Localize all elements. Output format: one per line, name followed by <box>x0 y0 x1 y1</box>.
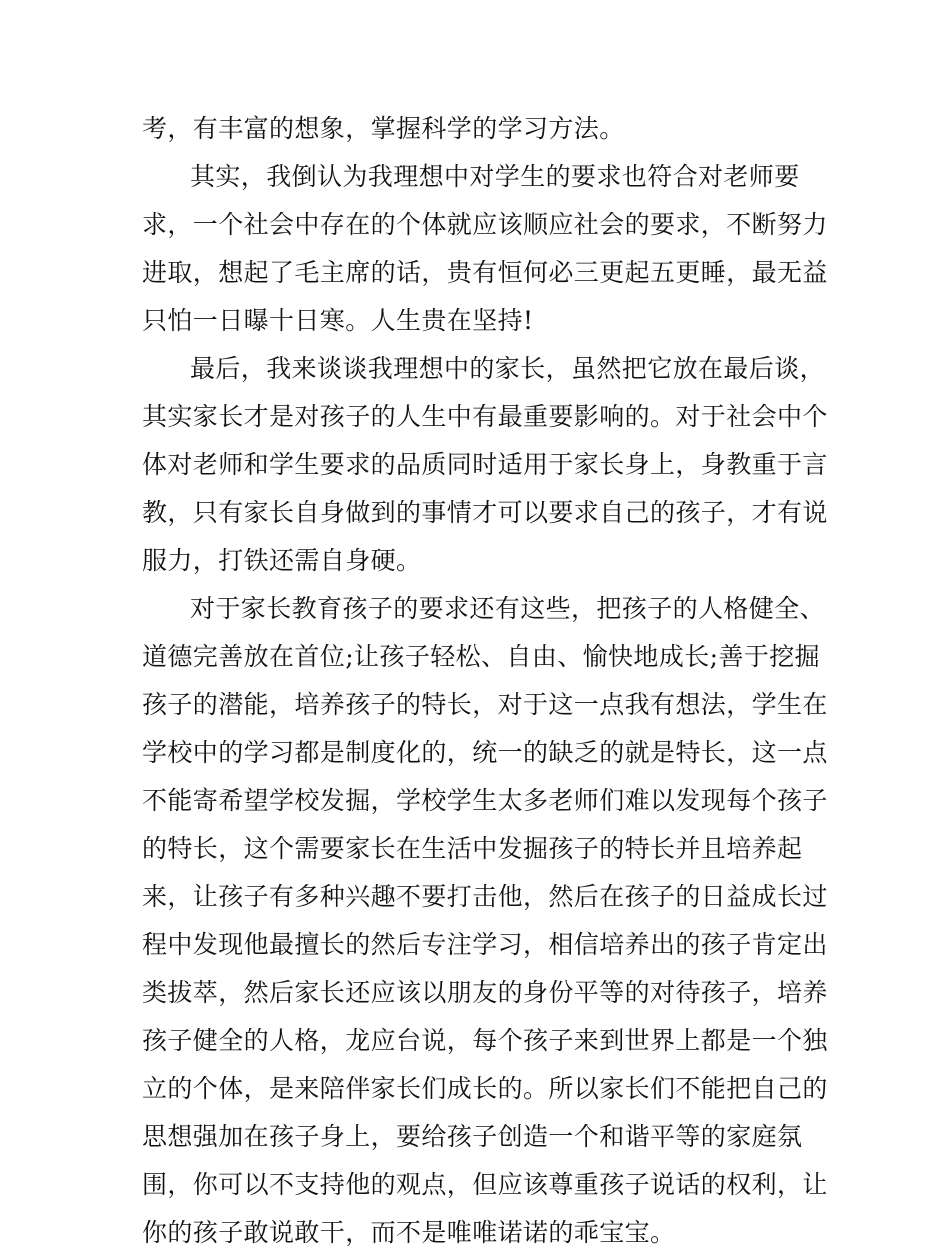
text-line: 类拔萃，然后家长还应该以朋友的身份平等的对待孩子，培养 <box>142 978 828 1007</box>
text-line: 你的孩子敢说敢干，而不是唯唯诺诺的乖宝宝。 <box>142 1218 676 1247</box>
text-line: 其实家长才是对孩子的人生中有最重要影响的。对于社会中个 <box>142 402 828 431</box>
text-line: 教，只有家长自身做到的事情才可以要求自己的孩子，才有说 <box>142 498 828 527</box>
text-line: 来，让孩子有多种兴趣不要打击他，然后在孩子的日益成长过 <box>142 882 828 911</box>
text-line: 孩子的潜能，培养孩子的特长，对于这一点我有想法，学生在 <box>142 690 828 719</box>
text-line: 的特长，这个需要家长在生活中发掘孩子的特长并且培养起 <box>142 834 803 863</box>
text-line: 不能寄希望学校发掘，学校学生太多老师们难以发现每个孩子 <box>142 786 828 815</box>
text-line: 求，一个社会中存在的个体就应该顺应社会的要求，不断努力 <box>142 210 828 239</box>
text-line: 对于家长教育孩子的要求还有这些，把孩子的人格健全、 <box>190 594 826 623</box>
text-line: 思想强加在孩子身上，要给孩子创造一个和谐平等的家庭氛 <box>142 1122 803 1151</box>
text-line: 服力，打铁还需自身硬。 <box>142 546 422 575</box>
text-line: 道德完善放在首位;让孩子轻松、自由、愉快地成长;善于挖掘 <box>142 642 821 671</box>
text-line: 进取，想起了毛主席的话，贵有恒何必三更起五更睡，最无益 <box>142 258 828 287</box>
text-line: 孩子健全的人格，龙应台说，每个孩子来到世界上都是一个独 <box>142 1026 828 1055</box>
text-line: 只怕一日曝十日寒。人生贵在坚持! <box>142 306 534 335</box>
text-line: 体对老师和学生要求的品质同时适用于家长身上，身教重于言 <box>142 450 828 479</box>
text-line: 其实，我倒认为我理想中对学生的要求也符合对老师要 <box>190 162 800 191</box>
text-line: 学校中的学习都是制度化的，统一的缺乏的就是特长，这一点 <box>142 738 828 767</box>
text-line: 最后，我来谈谈我理想中的家长，虽然把它放在最后谈， <box>190 354 826 383</box>
text-line: 立的个体，是来陪伴家长们成长的。所以家长们不能把自己的 <box>142 1074 828 1103</box>
text-line: 考，有丰富的想象，掌握科学的学习方法。 <box>142 114 625 143</box>
body-text <box>142 105 828 1257</box>
text-line: 程中发现他最擅长的然后专注学习，相信培养出的孩子肯定出 <box>142 930 828 959</box>
text-line: 围，你可以不支持他的观点，但应该尊重孩子说话的权利，让 <box>142 1170 828 1199</box>
